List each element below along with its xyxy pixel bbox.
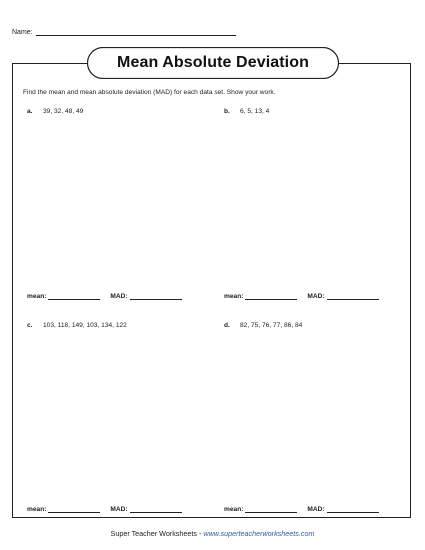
- mean-answer-field[interactable]: [245, 292, 297, 300]
- mean-label: mean:: [27, 506, 47, 513]
- problem-letter: d.: [224, 322, 230, 329]
- problem-letter: b.: [224, 108, 230, 115]
- problem-c: [27, 322, 127, 329]
- footer-brand: Super Teacher Worksheets -: [110, 529, 204, 538]
- answer-row-d: [224, 503, 379, 513]
- problem-a: [27, 108, 83, 115]
- answer-row-c: [27, 503, 182, 513]
- problem-letter: a.: [27, 108, 33, 115]
- name-row: [12, 24, 236, 36]
- name-label: Name:: [12, 29, 33, 36]
- footer-site-link[interactable]: www.superteacherworksheets.com: [203, 529, 315, 538]
- mean-answer-field[interactable]: [48, 292, 100, 300]
- name-field[interactable]: [36, 27, 236, 36]
- problem-d: [224, 322, 302, 329]
- footer: [0, 529, 425, 538]
- mean-label: mean:: [224, 293, 244, 300]
- mean-answer-field[interactable]: [245, 505, 297, 513]
- mean-label: mean:: [224, 506, 244, 513]
- mad-answer-field[interactable]: [327, 292, 379, 300]
- problem-b: [224, 108, 269, 115]
- mad-label: MAD:: [307, 293, 325, 300]
- problem-data: 103, 118, 149, 103, 134, 122: [43, 322, 127, 329]
- mad-label: MAD:: [110, 293, 128, 300]
- problem-data: 6, 5, 13, 4: [240, 108, 270, 115]
- problem-letter: c.: [27, 322, 33, 329]
- mad-answer-field[interactable]: [327, 505, 379, 513]
- instructions: Find the mean and mean absolute deviation (MAD) for each data set. Show your work.: [23, 89, 276, 96]
- problem-data: 82, 75, 76, 77, 86, 84: [240, 322, 303, 329]
- mad-label: MAD:: [110, 506, 128, 513]
- mean-label: mean:: [27, 293, 47, 300]
- title-banner: [87, 47, 339, 79]
- answer-row-b: [224, 290, 379, 300]
- mad-answer-field[interactable]: [130, 292, 182, 300]
- mean-answer-field[interactable]: [48, 505, 100, 513]
- answer-row-a: [27, 290, 182, 300]
- mad-answer-field[interactable]: [130, 505, 182, 513]
- problem-data: 39, 32, 48, 49: [43, 108, 84, 115]
- page-title: Mean Absolute Deviation: [117, 54, 309, 71]
- mad-label: MAD:: [307, 506, 325, 513]
